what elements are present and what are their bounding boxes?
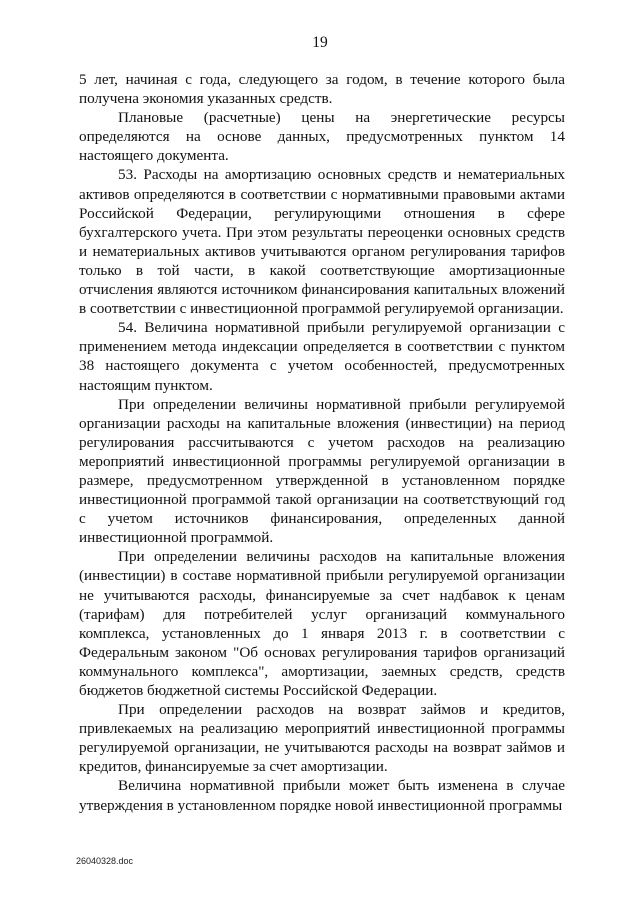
paragraph-profit-change: Величина нормативной прибыли может быть изменена в случае утверждения в установленном порядке новой инвестиционной программы — [79, 777, 565, 814]
paragraph-capital-investments: При определении величины нормативной прибыли регулируемой организации расходы на капитальные вложения (инвестиции) на период регулирования рассчитываются с учетом расходов на реализацию мероприятий инвестиционной программы регулируемой организации в размере, предусмотренном утвержденной в установленном порядке инвестиционной программой такой организации на соответствующий год с учетом источников финансирования, определенных данной инвестиционной программой. — [79, 395, 565, 547]
paragraph-loan-repayment: При определении расходов на возврат займов и кредитов, привлекаемых на реализацию мероприятий инвестиционной программы регулируемой организации, не учитываются расходы на возврат займов и кредитов, финансируемые за счет амортизации. — [79, 701, 565, 776]
paragraph-continuation: 5 лет, начиная с года, следующего за годом, в течение которого была получена экономия указанных средств. — [79, 71, 565, 108]
document-body — [79, 70, 565, 815]
paragraph-planned-prices: Плановые (расчетные) цены на энергетические ресурсы определяются на основе данных, предусмотренных пунктом 14 настоящего документа. — [79, 109, 565, 165]
page-number: 19 — [312, 34, 328, 51]
paragraph-excluded-expenses: При определении величины расходов на капитальные вложения (инвестиции) в составе нормативной прибыли регулируемой организации не учитываются расходы, финансируемые за счет надбавок к ценам (тарифам) для потребителей услуг организаций коммунального комплекса, установленных до 1 января 2013 г. в соответствии с Федеральным законом "Об основах регулирования тарифов организаций коммунального комплекса", амортизации, заемных средств, средств бюджетов бюджетной системы Российской Федерации. — [79, 548, 565, 699]
paragraph-54-normative-profit: 54. Величина нормативной прибыли регулируемой организации с применением метода индексации определяется в соответствии с пунктом 38 настоящего документа с учетом особенностей, предусмотренных настоящим пунктом. — [79, 319, 565, 394]
document-file-code: 26040328.doc — [76, 856, 134, 866]
paragraph-53-depreciation: 53. Расходы на амортизацию основных средств и нематериальных активов определяются в соответствии с нормативными правовыми актами Российской Федерации, регулирующими отношения в сфере бухгалтерского учета. При этом результаты переоценки основных средств и нематериальных активов учитываются органом регулирования тарифов только в той части, в какой соответствующие амортизационные отчисления являются источником финансирования капитальных вложений в соответствии с инвестиционной программой регулируемой организации. — [79, 166, 565, 318]
